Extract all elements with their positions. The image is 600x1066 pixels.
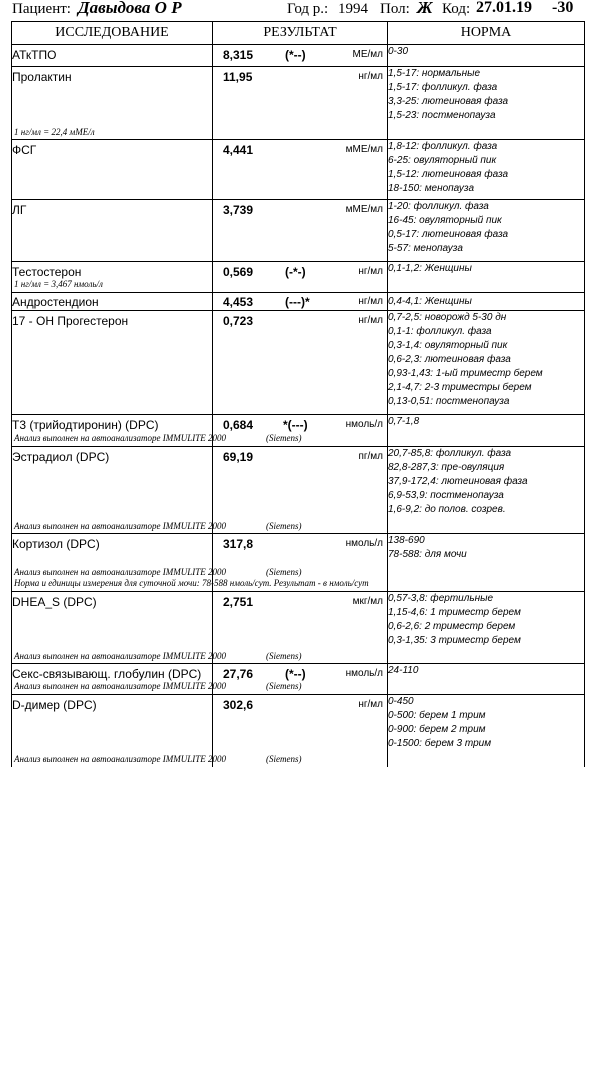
norm-line: 5-57: менопауза [388, 243, 463, 254]
table-row [12, 293, 585, 311]
result-cell [213, 534, 388, 592]
norm-cell [388, 695, 585, 767]
test-name-cell [12, 415, 227, 447]
norm-cell [388, 664, 585, 695]
norm-line: 0,13-0,51: постменопауза [388, 396, 510, 407]
norm-cell [388, 311, 585, 415]
test-name: Т3 (трийодтиронин) (DPC) [12, 418, 159, 432]
norm-line: 0,6-2,6: 2 триместр берем [388, 621, 516, 632]
table-row [12, 140, 585, 200]
result-cell [213, 45, 388, 67]
test-name-cell [12, 592, 227, 664]
test-name: ФСГ [12, 143, 37, 157]
analyzer-brand: (Siemens) [266, 651, 302, 661]
result-cell [213, 311, 388, 415]
code-suffix: -30 [552, 0, 574, 16]
test-name: ЛГ [12, 203, 27, 217]
result-value: 317,8 [223, 537, 254, 551]
result-value: 8,315 [223, 48, 254, 62]
norm-line: 18-150: менопауза [388, 183, 475, 194]
patient-header [12, 0, 598, 18]
result-cell [213, 140, 388, 200]
test-name: DHEA_S (DPC) [12, 595, 97, 609]
result-flag: *(---) [283, 418, 308, 432]
result-unit: пг/мл [358, 451, 383, 462]
result-cell [213, 293, 388, 311]
result-flag: (---)* [285, 295, 310, 309]
test-name-cell [12, 664, 227, 695]
norm-line: 0,3-1,35: 3 триместр берем [388, 635, 521, 646]
norm-line: 0,1-1,2: Женщины [388, 263, 472, 274]
test-name: АТкТПО [12, 48, 57, 62]
conversion-note: 1 нг/мл = 3,467 нмоль/л [14, 279, 103, 289]
result-cell [213, 664, 388, 695]
norm-line: 0-30 [388, 46, 409, 57]
test-name: Секс-связывающ. глобулин (DPC) [12, 667, 202, 681]
result-value: 0,684 [223, 418, 254, 432]
norm-cell [388, 592, 585, 664]
result-unit: нг/мл [358, 71, 383, 82]
table-row [12, 534, 585, 592]
norm-line: 16-45: овуляторный пик [388, 215, 502, 226]
norm-line: 0-450 [388, 696, 414, 707]
test-name-cell [12, 695, 227, 767]
analyzer-brand: (Siemens) [266, 433, 302, 443]
result-unit: нмоль/л [345, 419, 383, 430]
sex-label: Пол: [380, 1, 410, 17]
test-name-cell [12, 200, 213, 262]
test-name: Кортизол (DPC) [12, 537, 100, 551]
patient-label: Пациент: [12, 1, 71, 17]
test-name: Тестостерон [12, 265, 82, 279]
birth-year-value: 1994 [338, 1, 368, 17]
result-value: 4,441 [223, 143, 254, 157]
result-unit: нмоль/л [345, 538, 383, 549]
norm-line: 6,9-53,9: постменопауза [388, 490, 504, 501]
test-name: 17 - ОН Прогестерон [12, 314, 129, 328]
norm-cell [388, 293, 585, 311]
norm-cell [388, 45, 585, 67]
norm-line: 0-900: берем 2 трим [388, 724, 486, 735]
norm-line: 1,15-4,6: 1 триместр берем [388, 607, 521, 618]
norm-line: 1,5-23: постменопауза [388, 110, 496, 121]
result-cell [213, 415, 388, 447]
norm-line: 20,7-85,8: фолликул. фаза [388, 448, 512, 459]
result-unit: нг/мл [358, 699, 383, 710]
norm-line: 0,93-1,43: 1-ый триместр берем [388, 368, 543, 379]
test-name-cell [12, 262, 213, 293]
table-header-row [12, 22, 585, 45]
table-row [12, 592, 585, 664]
norm-line: 138-690 [388, 535, 425, 546]
norm-line: 78-588: для мочи [388, 549, 467, 560]
result-value: 0,723 [223, 314, 254, 328]
analyzer-note: Анализ выполнен на автоанализаторе IMMULITE 2000 [14, 651, 227, 661]
result-cell [213, 262, 388, 293]
norm-line: 0,4-4,1: Женщины [388, 296, 472, 307]
norm-cell [388, 140, 585, 200]
norm-line: 1,5-12: лютеиновая фаза [388, 169, 509, 180]
test-name-cell [12, 447, 227, 534]
test-name-cell [12, 45, 213, 67]
norm-line: 6-25: овуляторный пик [388, 155, 497, 166]
result-value: 3,739 [223, 203, 254, 217]
analyzer-brand: (Siemens) [266, 754, 302, 764]
test-name-cell [12, 140, 213, 200]
result-unit: нмоль/л [345, 668, 383, 679]
test-name-cell [12, 293, 213, 311]
result-cell [213, 592, 388, 664]
patient-name: Давыдова О Р [78, 0, 182, 17]
table-row [12, 67, 585, 140]
result-unit: нг/мл [358, 296, 383, 307]
table-row [12, 415, 585, 447]
test-name: D-димер (DPC) [12, 698, 97, 712]
result-cell [213, 695, 388, 767]
result-unit: нг/мл [358, 266, 383, 277]
column-header-result: РЕЗУЛЬТАТ [213, 22, 388, 45]
norm-cell [388, 447, 585, 534]
column-header-norm: НОРМА [388, 22, 585, 45]
table-row [12, 664, 585, 695]
norm-line: 0,1-1: фолликул. фаза [388, 326, 492, 337]
column-header-test: ИССЛЕДОВАНИЕ [12, 22, 213, 45]
test-name: Пролактин [12, 70, 72, 84]
test-name-cell [12, 311, 213, 415]
result-value: 2,751 [223, 595, 254, 609]
norm-line: 1,5-17: нормальные [388, 68, 481, 79]
table-row [12, 447, 585, 534]
result-value: 4,453 [223, 295, 254, 309]
norm-line: 0-500: берем 1 трим [388, 710, 486, 721]
analyzer-note: Анализ выполнен на автоанализаторе IMMULITE 2000 [14, 433, 227, 443]
analyzer-note: Анализ выполнен на автоанализаторе IMMULITE 2000 [14, 681, 227, 691]
norm-line: 82,8-287,3: пре-овуляция [388, 462, 505, 473]
result-cell [213, 447, 388, 534]
table-row [12, 45, 585, 67]
result-unit: мМЕ/мл [345, 204, 383, 215]
norm-cell [388, 534, 585, 592]
code-value: 27.01.19 [476, 0, 532, 16]
norm-line: 0,6-2,3: лютеиновая фаза [388, 354, 511, 365]
result-value: 27,76 [223, 667, 254, 681]
table-row [12, 200, 585, 262]
norm-cell [388, 262, 585, 293]
analyzer-brand: (Siemens) [266, 681, 302, 691]
norm-line: 37,9-172,4: лютеиновая фаза [388, 476, 528, 487]
norm-line: 0,57-3,8: фертильные [388, 593, 494, 604]
result-value: 69,19 [223, 450, 254, 464]
urine-norm-note: Норма и единицы измерения для суточной мочи: 78-588 нмоль/сут. Результат - в нмоль/сут [14, 578, 369, 588]
result-unit: МЕ/мл [352, 49, 383, 60]
result-flag: (-*-) [285, 265, 306, 279]
analyzer-note: Анализ выполнен на автоанализаторе IMMULITE 2000 [14, 521, 227, 531]
result-unit: мкг/мл [352, 596, 383, 607]
norm-line: 0,3-1,4: овуляторный пик [388, 340, 508, 351]
table-row [12, 262, 585, 293]
analyzer-brand: (Siemens) [266, 521, 302, 531]
norm-line: 3,3-25: лютеиновая фаза [388, 96, 509, 107]
norm-cell [388, 415, 585, 447]
norm-line: 1,6-9,2: до полов. созрев. [388, 504, 506, 515]
code-label: Код: [442, 1, 471, 17]
norm-line: 1,8-12: фолликул. фаза [388, 141, 498, 152]
norm-line: 2,1-4,7: 2-3 триместры берем [388, 382, 532, 393]
norm-line: 0,5-17: лютеиновая фаза [388, 229, 509, 240]
analyzer-brand: (Siemens) [266, 567, 302, 577]
result-cell [213, 67, 388, 140]
result-flag: (*--) [285, 667, 306, 681]
result-unit: нг/мл [358, 315, 383, 326]
norm-line: 1-20: фолликул. фаза [388, 201, 489, 212]
result-value: 11,95 [223, 70, 253, 84]
conversion-note: 1 нг/мл = 22,4 мМЕ/л [14, 127, 95, 137]
result-value: 302,6 [223, 698, 254, 712]
result-cell [213, 200, 388, 262]
norm-cell [388, 200, 585, 262]
sex-value: Ж [417, 0, 433, 17]
birth-year-label: Год р.: [287, 1, 329, 17]
test-name: Эстрадиол (DPC) [12, 450, 110, 464]
norm-line: 0,7-2,5: новорожд 5-30 дн [388, 312, 507, 323]
test-name-cell [12, 67, 213, 140]
norm-line: 0-1500: берем 3 трим [388, 738, 492, 749]
norm-line: 1,5-17: фолликул. фаза [388, 82, 498, 93]
analyzer-note: Анализ выполнен на автоанализаторе IMMULITE 2000 [14, 567, 227, 577]
results-table [11, 21, 585, 767]
table-row [12, 695, 585, 767]
norm-line: 24-110 [388, 665, 419, 676]
table-row [12, 311, 585, 415]
result-flag: (*--) [285, 48, 306, 62]
analyzer-note: Анализ выполнен на автоанализаторе IMMULITE 2000 [14, 754, 227, 764]
norm-cell [388, 67, 585, 140]
norm-line: 0,7-1,8 [388, 416, 420, 427]
test-name: Андростендион [12, 295, 99, 309]
result-value: 0,569 [223, 265, 254, 279]
result-unit: мМЕ/мл [345, 144, 383, 155]
